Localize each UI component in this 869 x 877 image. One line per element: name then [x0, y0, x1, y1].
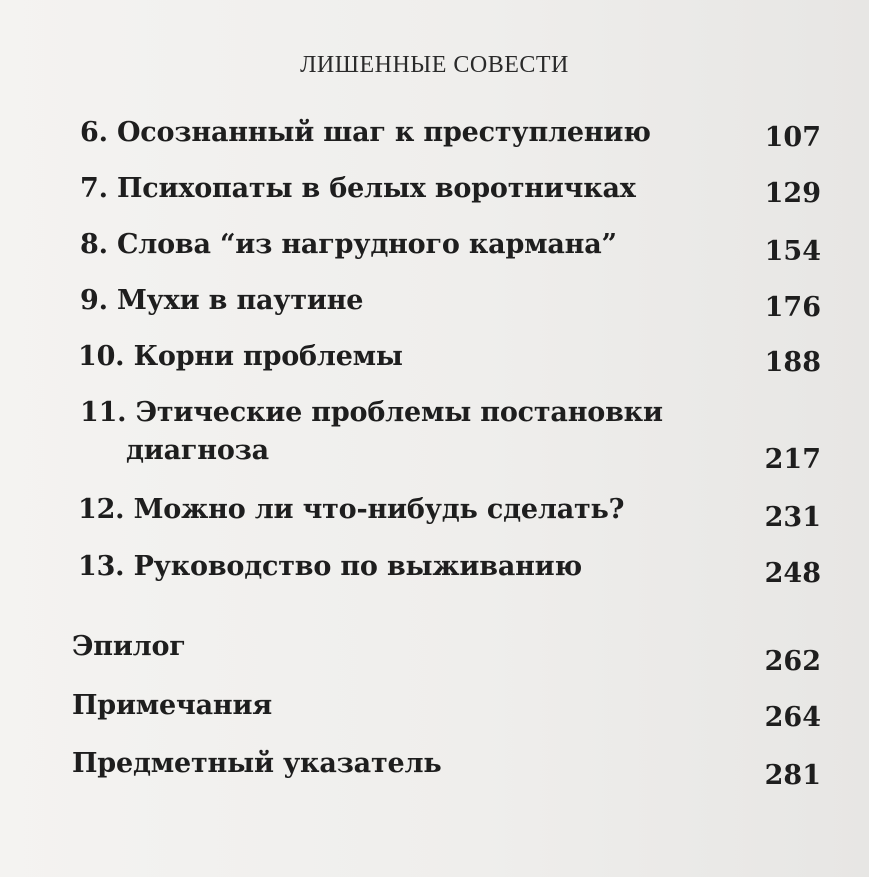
toc-entry-title-continuation: диагноза	[126, 435, 269, 466]
toc-entry-page: 248	[764, 558, 821, 589]
running-head: ЛИШЕННЫЕ СОВЕСТИ	[300, 52, 569, 78]
toc-entry-title: 7. Психопаты в белых воротничках	[80, 173, 636, 204]
toc-entry-page: 217	[764, 444, 821, 475]
toc-entry-page: 281	[764, 760, 821, 791]
toc-entry-title: Примечания	[72, 690, 273, 721]
toc-entry-title: 13. Руководство по выживанию	[78, 551, 582, 582]
toc-entry-page: 107	[764, 122, 821, 153]
toc-entry-page: 129	[764, 178, 821, 209]
toc-entry-title: Эпилог	[72, 631, 186, 662]
toc-entry-page: 262	[764, 646, 821, 677]
toc-entry-title: 9. Мухи в паутине	[80, 285, 364, 316]
toc-entry-page: 188	[764, 347, 821, 378]
toc-entry-title: 12. Можно ли что-нибудь сделать?	[78, 494, 625, 525]
toc-entry-title: 8. Слова “из нагрудного кармана”	[80, 229, 617, 260]
toc-entry-page: 264	[764, 702, 821, 733]
toc-entry-page: 154	[764, 236, 821, 267]
toc-entry-title: 6. Осознанный шаг к преступлению	[80, 117, 651, 148]
toc-entry-page: 176	[764, 292, 821, 323]
toc-entry-page: 231	[764, 502, 821, 533]
toc-entry-title: 10. Корни проблемы	[78, 341, 403, 372]
toc-entry-title: Предметный указатель	[72, 748, 442, 779]
toc-entry-title: 11. Этические проблемы постановки	[80, 397, 663, 428]
